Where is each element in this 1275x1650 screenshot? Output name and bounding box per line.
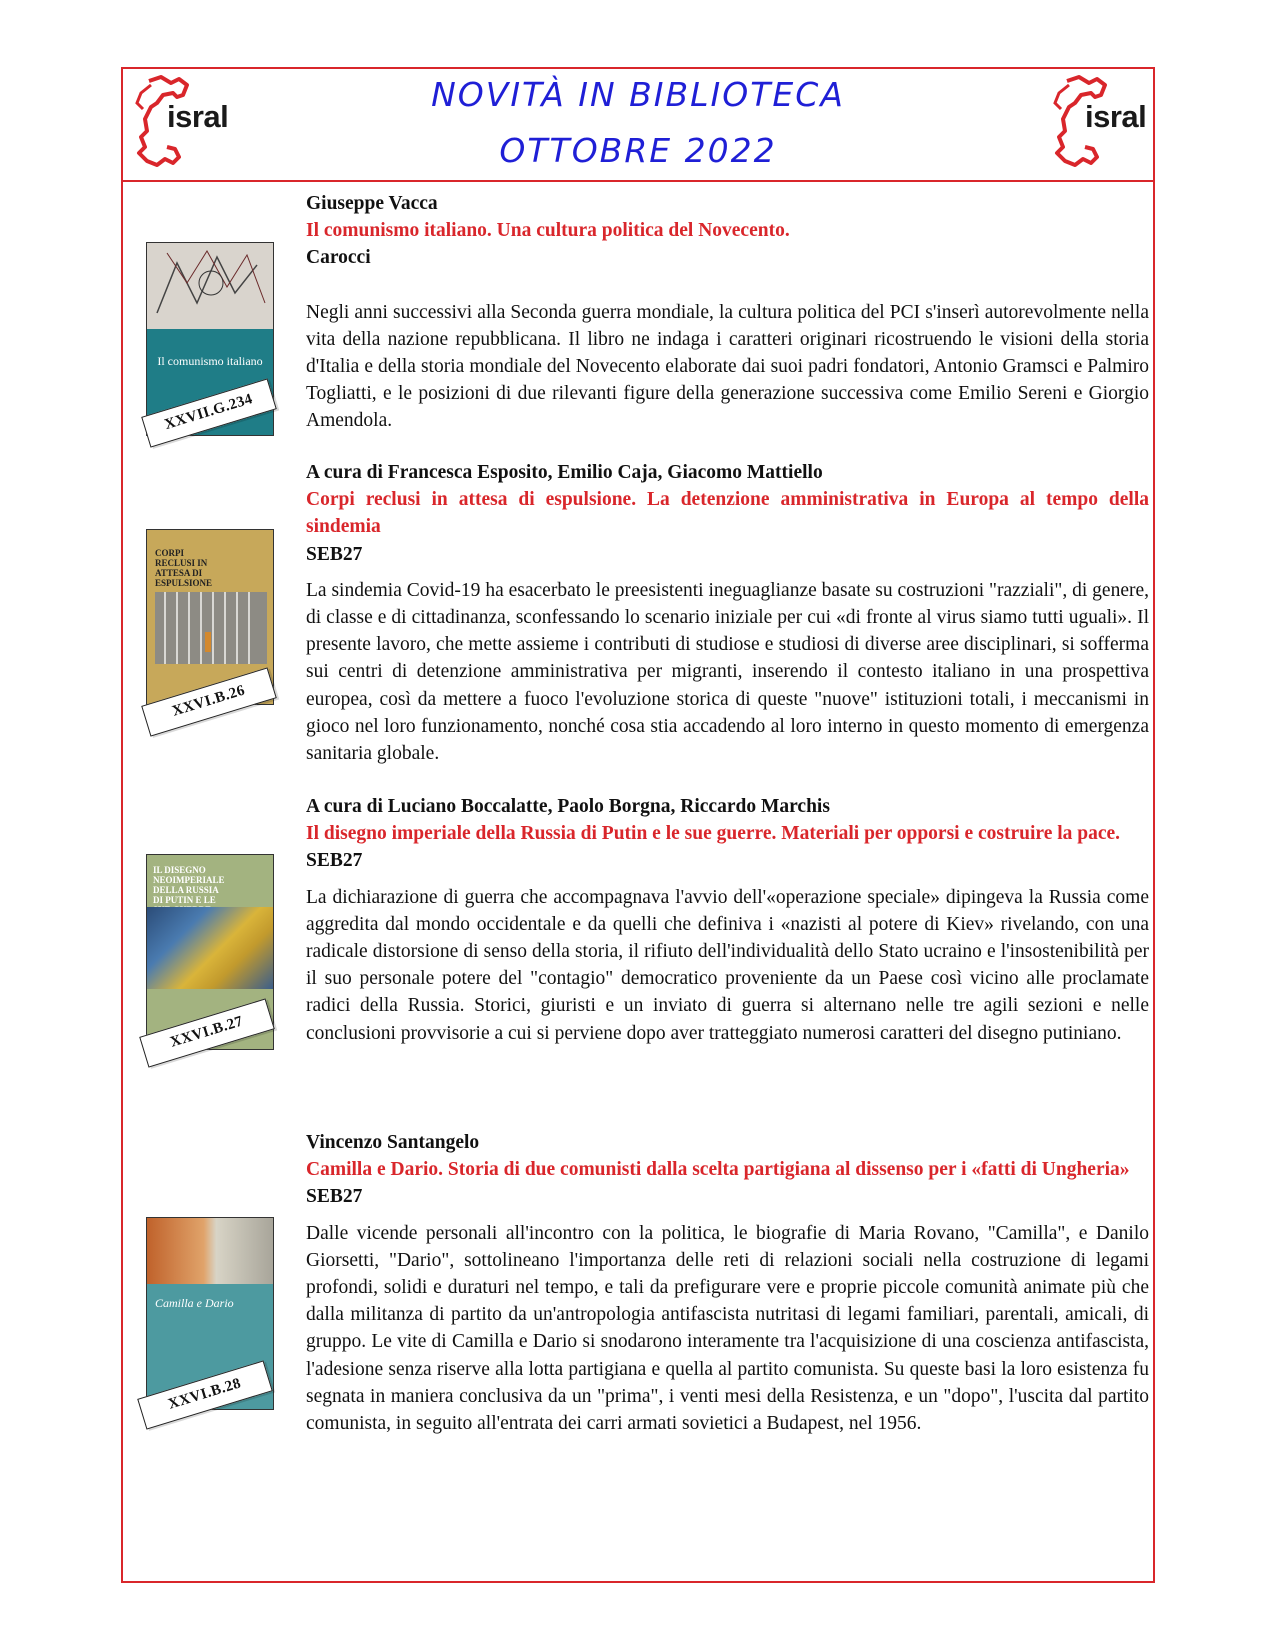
logo-text: isral	[1085, 99, 1147, 134]
book-title: Corpi reclusi in attesa di espulsione. La detenzione amministrativa in Europa al tempo della sindemia	[306, 489, 1149, 538]
shelfmark-label: XXVI.B.27	[139, 998, 275, 1067]
book-author: A cura di Francesca Esposito, Emilio Caja, Giacomo Mattiello	[306, 462, 823, 483]
book-details	[306, 793, 1149, 1047]
shelfmark-label: XXVI.B.26	[141, 667, 277, 736]
book-details	[306, 459, 1149, 767]
header	[123, 69, 1153, 182]
page-title-line1: NOVITÀ IN BIBLIOTECA	[431, 75, 845, 114]
logo-text: isral	[167, 99, 229, 134]
book-cover-image: CORPI RECLUSI IN ATTESA DI ESPULSIONE	[146, 529, 274, 705]
shelfmark-label: XXVI.B.28	[137, 1360, 273, 1429]
book-publisher: Carocci	[306, 247, 371, 269]
book-title: Il disegno imperiale della Russia di Putin e le sue guerre. Materiali per opporsi e costruire la pace.	[306, 823, 1121, 845]
book-description: Negli anni successivi alla Seconda guerra mondiale, la cultura politica del PCI s'inserì autorevolmente nella vita della nazione repubblicana. Il libro ne indaga i caratteri originari ricostruendo le visioni della storia d'Italia e della storia mondiale del Novecento elaborate dai suoi padri fondatori, Antonio Gramsci e Palmiro Togliatti, e le posizioni di due rilevanti figure della generazione successiva come Emilio Sereni e Giorgio Amendola.	[306, 301, 1149, 432]
isral-logo-right	[1045, 73, 1151, 173]
book-title: Camilla e Dario. Storia di due comunisti dalla scelta partigiana al dissenso per i «fatti di Ungheria»	[306, 1159, 1130, 1181]
book-author: Vincenzo Santangelo	[306, 1132, 480, 1153]
book-details	[306, 1129, 1149, 1437]
book-cover-image: Camilla e Dario	[146, 1217, 274, 1410]
book-publisher: SEB27	[306, 1186, 363, 1208]
book-author: A cura di Luciano Boccalatte, Paolo Borgna, Riccardo Marchis	[306, 796, 830, 817]
book-author: Giuseppe Vacca	[306, 193, 438, 214]
page-title-line2: OTTOBRE 2022	[499, 131, 777, 170]
book-title: Il comunismo italiano. Una cultura politica del Novecento.	[306, 220, 790, 242]
page-frame	[121, 67, 1155, 1583]
book-description: La dichiarazione di guerra che accompagnava l'avvio dell'«operazione speciale» dipingeva la Russia come aggredita dal mondo occidentale e da quelli che definiva i «nazisti al potere di Kiev» rivelando, con una radicale distorsione di senso della storia, il rifiuto dell'individualità dello Stato ucraino e l'insostenibilità per il suo personale potere del "contagio" democratico proveniente da un Paese così vicino alle proclamate radici della Russia. Storici, giuristi e un inviato di guerra si alternano nelle tre agili sezioni e nelle conclusioni provvisorie a cui si perviene dopo aver tratteggiato numerosi caratteri del disegno putiniano.	[306, 886, 1149, 1044]
book-publisher: SEB27	[306, 543, 363, 565]
book-description: La sindemia Covid-19 ha esacerbato le preesistenti ineguaglianze basate su costruzioni "razziali", di genere, di classe e di cittadinanza, sconfessando lo scenario iniziale per cui «di fronte al virus siamo tutti uguali». Il presente lavoro, che mette assieme i contributi di studiose e studiosi di diverse aree disciplinari, si sofferma sui centri di detenzione amministrativa per migranti, inserendo il contesto italiano in una prospettiva europea, così da mettere a fuoco l'evoluzione storica di queste "nuove" istituzioni totali, i meccanismi in gioco nel loro funzionamento, nonché cosa stia accadendo al loro interno in questo momento di emergenza sanitaria globale.	[306, 579, 1149, 765]
book-cover-image: IL DISEGNO NEOIMPERIALE DELLA RUSSIA DI PUTIN E LE	[146, 854, 274, 1050]
book-details	[306, 190, 1149, 435]
book-publisher: SEB27	[306, 850, 363, 872]
shelfmark-label: XXVII.G.234	[141, 378, 277, 447]
book-cover-image: Il comunismo italiano	[146, 242, 274, 436]
book-description: Dalle vicende personali all'incontro con la politica, le biografie di Maria Rovano, "Camilla", e Danilo Giorsetti, "Dario", sottolineano l'importanza delle reti di relazioni sociali nella costruzione di legami profondi, solidi e duraturi nel tempo, e tali da prefigurare vere e proprie piccole comunità animate più che dalla militanza di partito da un'antropologia antifascista nutritasi di legami familiari, parentali, amicali, di gruppo. Le vite di Camilla e Dario si snodarono interamente tra l'acquisizione di una coscienza antifascista, l'adesione senza riserve alla lotta partigiana e quella al partito comunista. Su queste basi la loro esistenza fu segnata in maniera conclusiva da un "prima", i venti mesi della Resistenza, e un "dopo", l'uscita dal partito comunista, in seguito all'entrata dei carri armati sovietici a Budapest, nel 1956.	[306, 1222, 1149, 1435]
